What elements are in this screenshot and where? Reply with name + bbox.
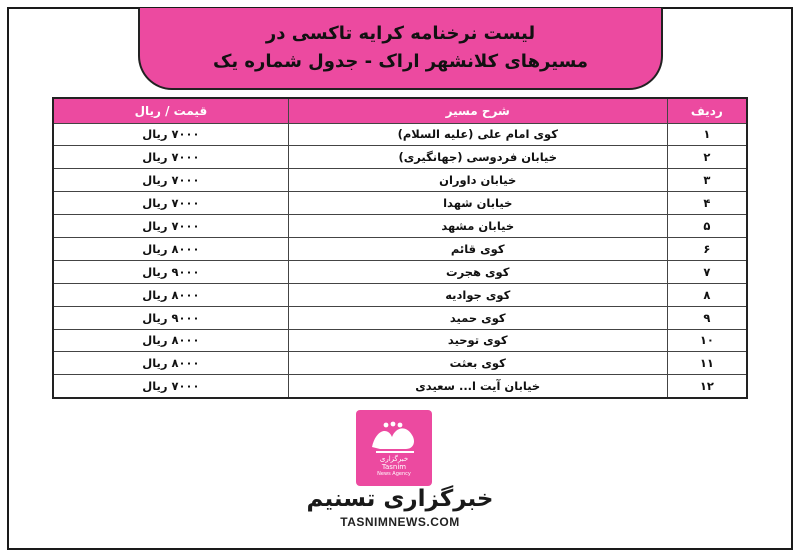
site-url[interactable]: TASNIMNEWS.COM bbox=[340, 515, 460, 529]
title-line-2: مسیرهای کلانشهر اراک - جدول شماره یک bbox=[212, 51, 589, 72]
route-name: کوی بعثت bbox=[288, 352, 667, 375]
row-number: ۴ bbox=[667, 192, 747, 215]
table-body bbox=[53, 123, 747, 398]
row-number: ۱ bbox=[667, 123, 747, 146]
fare-price: ۹۰۰۰ ریال bbox=[53, 260, 288, 283]
row-number: ۱۱ bbox=[667, 352, 747, 375]
logo-mark-fa: خبرگزاری bbox=[379, 455, 409, 463]
table-row bbox=[53, 146, 747, 169]
route-name: کوی قائم bbox=[288, 237, 667, 260]
header-route: شرح مسیر bbox=[288, 98, 667, 123]
route-name: خیابان شهدا bbox=[288, 192, 667, 215]
table-row bbox=[53, 283, 747, 306]
route-name: کوی امام علی (علیه السلام) bbox=[288, 123, 667, 146]
fare-price: ۹۰۰۰ ریال bbox=[53, 306, 288, 329]
row-number: ۲ bbox=[667, 146, 747, 169]
table-row bbox=[53, 329, 747, 352]
logo-mark-sub: News Agency bbox=[377, 471, 411, 477]
title-banner bbox=[138, 8, 663, 90]
table-row bbox=[53, 215, 747, 238]
fare-price: ۸۰۰۰ ریال bbox=[53, 352, 288, 375]
logo-mark-en: Tasnim bbox=[381, 463, 407, 471]
route-name: خیابان فردوسی (جهانگیری) bbox=[288, 146, 667, 169]
row-number: ۵ bbox=[667, 215, 747, 238]
row-number: ۹ bbox=[667, 306, 747, 329]
fare-price: ۷۰۰۰ ریال bbox=[53, 123, 288, 146]
logo-calligraphy-icon bbox=[366, 419, 422, 455]
tasnim-logo-icon bbox=[356, 410, 432, 486]
route-name: کوی جوادیه bbox=[288, 283, 667, 306]
fare-price: ۸۰۰۰ ریال bbox=[53, 283, 288, 306]
header-price: قیمت / ریال bbox=[53, 98, 288, 123]
row-number: ۱۲ bbox=[667, 375, 747, 398]
table-row bbox=[53, 375, 747, 398]
fare-price: ۷۰۰۰ ریال bbox=[53, 215, 288, 238]
row-number: ۶ bbox=[667, 237, 747, 260]
table-row bbox=[53, 192, 747, 215]
table-row bbox=[53, 352, 747, 375]
table-row bbox=[53, 237, 747, 260]
table-row bbox=[53, 169, 747, 192]
table-row bbox=[53, 306, 747, 329]
route-name: خیابان مشهد bbox=[288, 215, 667, 238]
route-name: کوی توحید bbox=[288, 329, 667, 352]
taxi-rate-table bbox=[52, 97, 748, 399]
fare-price: ۷۰۰۰ ریال bbox=[53, 375, 288, 398]
route-name: کوی حمید bbox=[288, 306, 667, 329]
fare-price: ۷۰۰۰ ریال bbox=[53, 169, 288, 192]
table-row bbox=[53, 123, 747, 146]
route-name: خیابان داوران bbox=[288, 169, 667, 192]
route-name: خیابان آیت ا... سعیدی bbox=[288, 375, 667, 398]
fare-price: ۸۰۰۰ ریال bbox=[53, 329, 288, 352]
table-header-row bbox=[53, 98, 747, 123]
row-number: ۷ bbox=[667, 260, 747, 283]
fare-price: ۷۰۰۰ ریال bbox=[53, 146, 288, 169]
header-row-number: ردیف bbox=[667, 98, 747, 123]
route-name: کوی هجرت bbox=[288, 260, 667, 283]
row-number: ۸ bbox=[667, 283, 747, 306]
row-number: ۳ bbox=[667, 169, 747, 192]
fare-price: ۷۰۰۰ ریال bbox=[53, 192, 288, 215]
row-number: ۱۰ bbox=[667, 329, 747, 352]
table-row bbox=[53, 260, 747, 283]
brand-name: خبرگزاری تسنیم bbox=[306, 486, 494, 512]
title-line-1: لیست نرخنامه کرایه تاکسی در bbox=[265, 23, 536, 44]
fare-price: ۸۰۰۰ ریال bbox=[53, 237, 288, 260]
